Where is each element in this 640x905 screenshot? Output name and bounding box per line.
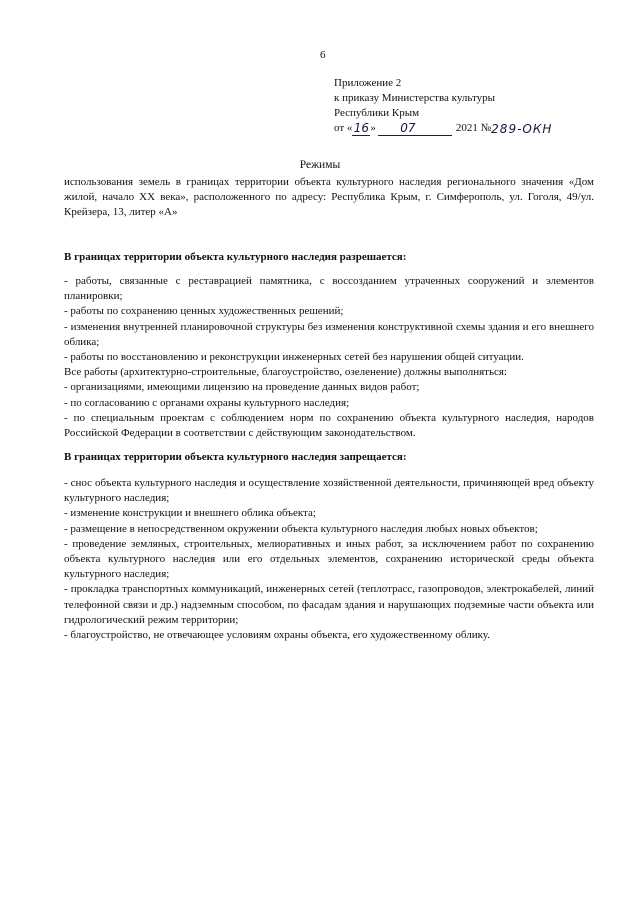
allowed-list bbox=[64, 274, 594, 441]
allowed-item: - работы по восстановлению и реконструкции инженерных сетей без нарушения общей ситуации. bbox=[64, 351, 524, 364]
allowed-item: Все работы (архитектурно-строительные, благоустройство, озеленение) должны выполняться: bbox=[64, 366, 507, 379]
forbidden-item: - прокладка транспортных коммуникаций, инженерных сетей (теплотрасс, газопроводов, электрокабелей, линий телефонной связи и др.) надземным способом, по фасадам здания и нарушающих подземные части объекта или гидрологический режим территории; bbox=[64, 583, 594, 626]
forbidden-item: - размещение в непосредственном окружении объекта культурного наследия любых новых объектов; bbox=[64, 522, 538, 535]
allowed-item: - организациями, имеющими лицензию на проведение данных видов работ; bbox=[64, 381, 420, 394]
handwritten-order-number: 289-ОКН bbox=[491, 122, 553, 136]
date-underline bbox=[438, 122, 452, 136]
order-close-quote: » bbox=[370, 122, 376, 134]
order-year-number-label: 2021 № bbox=[455, 122, 492, 134]
page-number: 6 bbox=[320, 49, 326, 61]
allowed-heading: В границах территории объекта культурного наследия разрешается: bbox=[64, 251, 407, 263]
forbidden-item: - снос объекта культурного наследия и осуществление хозяйственной деятельности, причиняющей вред объекту культурного наследия; bbox=[64, 477, 594, 505]
document-title: Режимы bbox=[299, 159, 341, 171]
allowed-item: - по специальным проектам с соблюдением норм по сохранению объекта культурного наследия, народов Российской Федерации в соответствии с действующим законодательством. bbox=[64, 411, 594, 440]
appendix-title: Приложение 2 bbox=[334, 77, 402, 89]
appendix-order-ref: к приказу Министерства культуры bbox=[334, 92, 496, 104]
forbidden-item: - благоустройство, не отвечающее условиям охраны объекта, его художественному облику. bbox=[64, 629, 490, 642]
order-from-label: от « bbox=[334, 122, 353, 134]
forbidden-list bbox=[64, 476, 594, 643]
appendix-block bbox=[334, 76, 553, 136]
allowed-item: - работы, связанные с реставрацией памятника, с воссозданием утраченных сооружений и элементов планировки; bbox=[64, 275, 594, 303]
allowed-item: - работы по сохранению ценных художественных решений; bbox=[64, 305, 344, 318]
intro-paragraph: использования земель в границах территории объекта культурного наследия регионального значения «Дом жилой, начало XX века», расположенного по адресу: Республика Крым, г. Симферополь, ул. Гоголя, 49/ул. Крейзера, 13, литер «А» bbox=[64, 176, 594, 218]
allowed-item: - изменения внутренней планировочной структуры без изменения конструктивной схемы здания и его внешнего облика; bbox=[64, 320, 594, 348]
order-date-line bbox=[334, 121, 553, 136]
forbidden-item: - изменение конструкции и внешнего облика объекта; bbox=[64, 507, 316, 520]
handwritten-day: 16 bbox=[353, 121, 370, 135]
allowed-item: - по согласованию с органами охраны культурного наследия; bbox=[64, 396, 350, 409]
appendix-republic: Республики Крым bbox=[334, 107, 420, 119]
forbidden-heading: В границах территории объекта культурного наследия запрещается: bbox=[64, 451, 407, 463]
forbidden-item: - проведение земляных, строительных, мелиоративных и иных работ, за исключением работ по сохранению объекта культурного наследия или его отдельных элементов, сохранению исторической среды объекта культурного наследия; bbox=[64, 537, 594, 581]
handwritten-month: 07 bbox=[378, 122, 438, 136]
